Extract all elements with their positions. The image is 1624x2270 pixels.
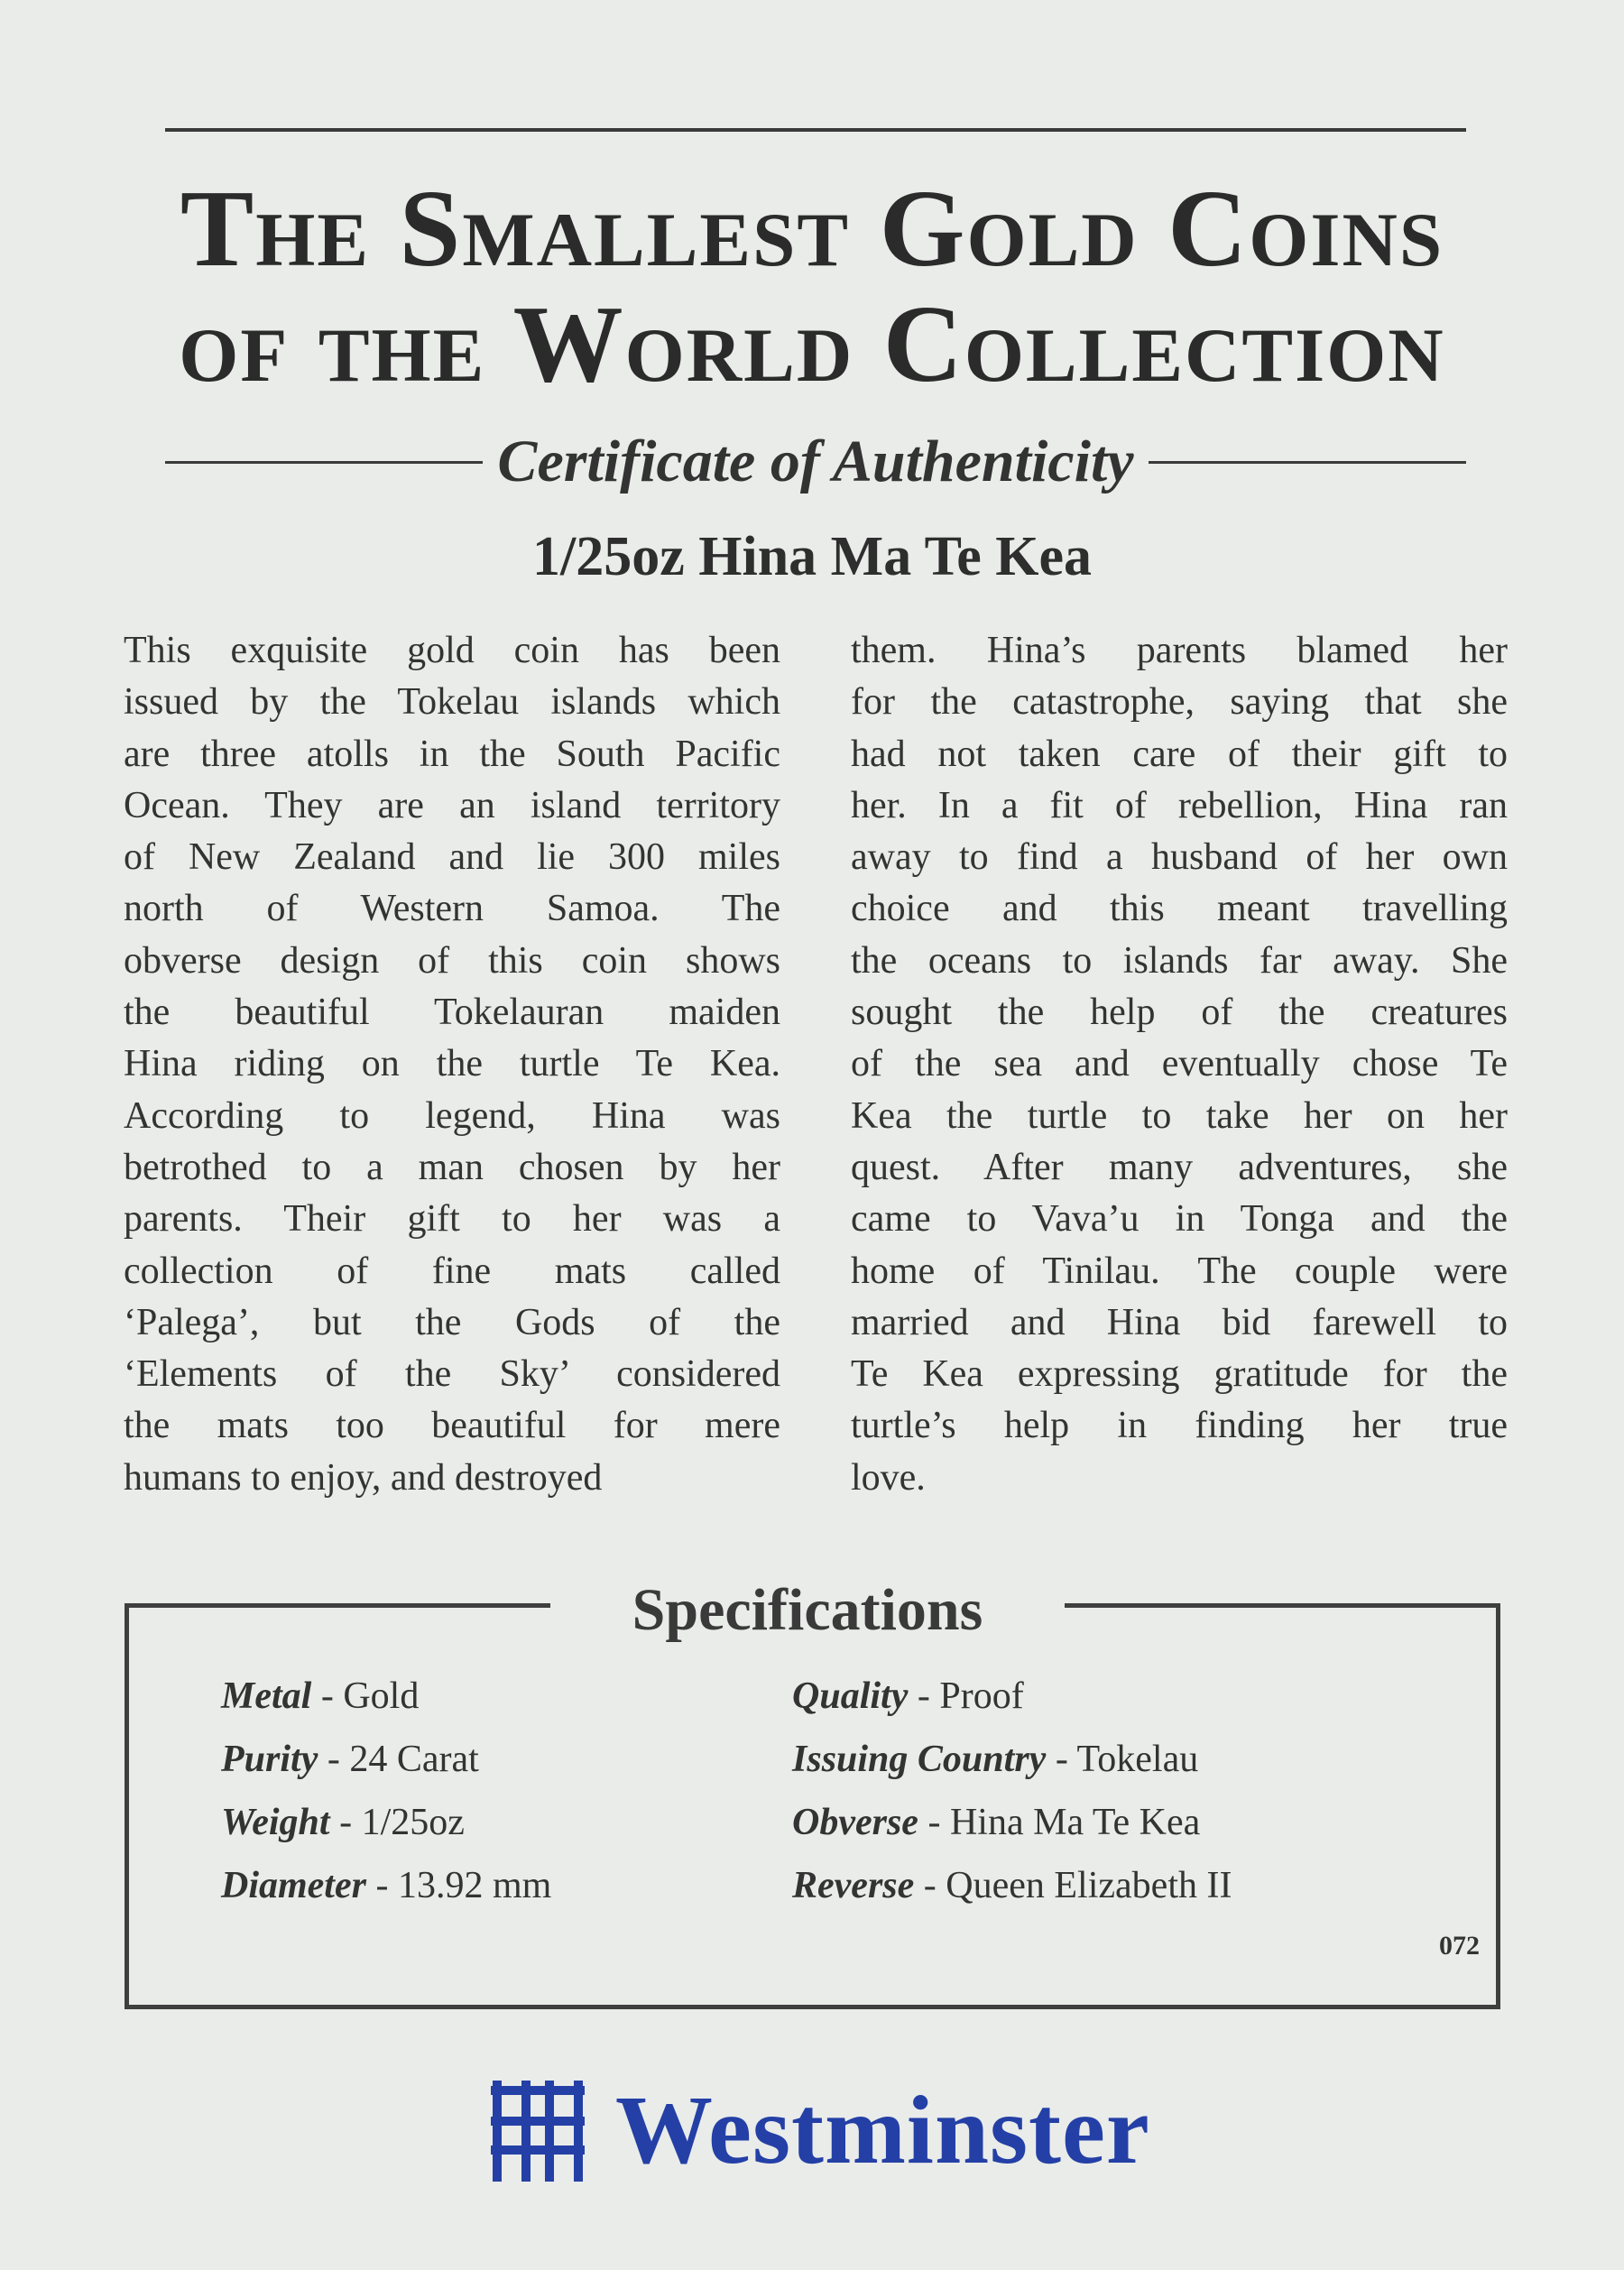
body-line: collection of fine mats called [124, 1250, 780, 1292]
spec-key: Reverse [792, 1865, 915, 1906]
spec-value: 13.92 mm [397, 1865, 552, 1906]
body-line: her. In a fit of rebellion, Hina ran [851, 784, 1508, 826]
spec-row [221, 1728, 551, 1791]
spec-key: Issuing Country [792, 1739, 1047, 1780]
spec-separator: - [318, 1739, 350, 1780]
body-line: turtle’s help in finding her true [851, 1405, 1508, 1447]
spec-separator: - [365, 1865, 398, 1906]
serial-number: 072 [1439, 1931, 1480, 1961]
divider-left [165, 461, 483, 464]
body-line: for the catastrophe, saying that she [851, 681, 1508, 724]
spec-separator: - [914, 1865, 946, 1906]
top-rule [165, 128, 1466, 132]
spec-column-right [792, 1665, 1232, 1917]
body-line: had not taken care of their gift to [851, 733, 1508, 775]
portcullis-logo-icon [487, 2081, 588, 2182]
spec-separator: - [311, 1675, 344, 1717]
coin-name: 1/25oz Hina Ma Te Kea [532, 526, 1092, 587]
body-line: the beautiful Tokelauran maiden [124, 992, 780, 1034]
spec-separator: - [329, 1802, 362, 1843]
spec-key: Obverse [792, 1802, 918, 1843]
body-line: Te Kea expressing gratitude for the [851, 1353, 1508, 1396]
brand-name: Westminster [615, 2077, 1150, 2184]
certificate-label-row [165, 417, 1466, 507]
spec-row [221, 1665, 551, 1728]
spec-column-left [221, 1665, 551, 1917]
body-line: issued by the Tokelau islands which [124, 681, 780, 724]
body-line: obverse design of this coin shows [124, 939, 780, 982]
spec-key: Quality [792, 1675, 909, 1717]
body-line: ‘Elements of the Sky’ considered [124, 1353, 780, 1396]
body-line: This exquisite gold coin has been [124, 630, 780, 671]
spec-value: Queen Elizabeth II [946, 1865, 1232, 1906]
body-column-right [851, 625, 1508, 1504]
body-line: Hina riding on the turtle Te Kea. [124, 1043, 780, 1085]
body-line: of New Zealand and lie 300 miles [124, 836, 780, 879]
spec-row [221, 1791, 551, 1854]
spec-value: 24 Carat [349, 1739, 479, 1780]
spec-value: Proof [939, 1675, 1024, 1717]
body-line: sought the help of the creatures [851, 992, 1508, 1034]
spec-value: 1/25oz [361, 1802, 465, 1843]
body-line: north of Western Samoa. The [124, 888, 780, 930]
body-line: humans to enjoy, and destroyed [124, 1456, 603, 1499]
body-line: of the sea and eventually chose Te [851, 1043, 1508, 1085]
body-line: the oceans to islands far away. She [851, 939, 1508, 982]
body-line: them. Hina’s parents blamed her [851, 630, 1508, 671]
body-line: married and Hina bid farewell to [851, 1301, 1508, 1343]
collection-title [108, 168, 1516, 405]
title-line-2: of the World Collection [179, 283, 1445, 405]
spec-key: Purity [221, 1739, 318, 1780]
body-line: quest. After many adventures, she [851, 1146, 1508, 1188]
spec-key: Metal [221, 1675, 312, 1717]
westminster-logo [487, 2077, 1150, 2185]
body-line: ‘Palega’, but the Gods of the [124, 1301, 780, 1343]
spec-separator: - [1046, 1739, 1077, 1780]
spec-key: Weight [221, 1802, 330, 1843]
spec-value: Gold [343, 1675, 420, 1717]
certificate-label: Certificate of Authenticity [497, 429, 1134, 494]
body-line: love. [851, 1456, 926, 1499]
body-line: home of Tinilau. The couple were [851, 1250, 1508, 1292]
spec-row [792, 1791, 1232, 1854]
spec-value: Tokelau [1076, 1739, 1199, 1780]
spec-value: Hina Ma Te Kea [949, 1802, 1201, 1843]
body-line: the mats too beautiful for mere [124, 1405, 780, 1447]
title-line-1: The Smallest Gold Coins [180, 168, 1444, 290]
body-line: Kea the turtle to take her on her [851, 1094, 1508, 1137]
body-line: choice and this meant travelling [851, 888, 1508, 930]
spec-row [221, 1854, 551, 1917]
body-line: Ocean. They are an island territory [124, 784, 780, 826]
body-line: According to legend, Hina was [124, 1094, 780, 1137]
body-line: are three atolls in the South Pacific [124, 733, 780, 775]
spec-key: Diameter [221, 1865, 366, 1906]
spec-row [792, 1854, 1232, 1917]
specifications-heading: Specifications [550, 1570, 1065, 1651]
spec-separator: - [908, 1675, 940, 1717]
spec-separator: - [918, 1802, 950, 1843]
body-line: betrothed to a man chosen by her [124, 1146, 780, 1188]
divider-right [1149, 461, 1466, 464]
body-line: came to Vava’u in Tonga and the [851, 1198, 1508, 1241]
body-line: parents. Their gift to her was a [124, 1198, 780, 1241]
body-column-left [124, 625, 780, 1504]
spec-row [792, 1665, 1232, 1728]
spec-row [792, 1728, 1232, 1791]
body-line: away to find a husband of her own [851, 836, 1508, 879]
